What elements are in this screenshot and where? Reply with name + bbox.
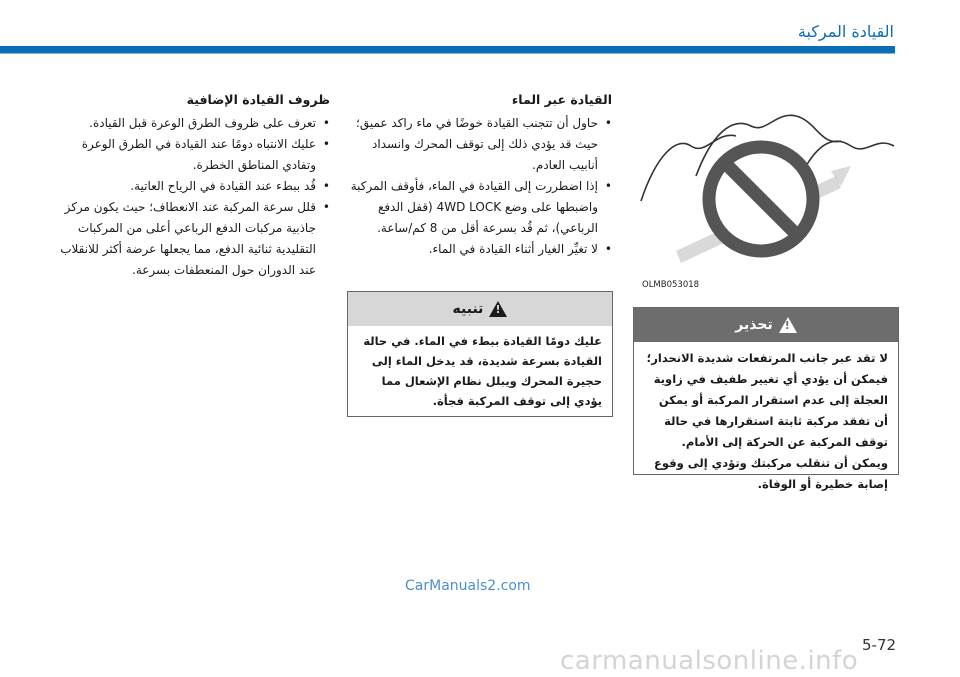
extra-conditions-section (60, 92, 330, 281)
list-item: • قُد ببطء عند القيادة في الرياح العاتية. (60, 176, 330, 197)
header-line (0, 53, 895, 54)
page-number: 5-72 (862, 636, 897, 654)
warning-text: لا تقد عبر جانب المرتفعات شديدة الانحدار؛ فيمكن أن يؤدي أي تغيير طفيف في زاوية العجلة إلى عدم استقرار المركبة أو يمكن أن تفقد مركبة ثابتة استقرارها في حالة توقف المركبة عن الحركة إلى الأمام. ويمكن أن تنقلب مركبتك وتؤدي إلى وقوع إصابة خطيرة أو الوفاة. (646, 351, 888, 491)
figure-label: OLMB053018 (642, 280, 700, 290)
water-section (348, 92, 612, 260)
warning-triangle-icon (779, 317, 797, 333)
list-item: • حاول أن تتجنب القيادة خوضًا في ماء راكد عميق؛ حيث قد يؤدي ذلك إلى توقف المحرك وانسداد أنابيب العادم. (348, 113, 612, 176)
caution-header (348, 292, 612, 326)
caution-title: تنبيه (452, 301, 484, 317)
warning-header (634, 308, 898, 342)
no-slope-driving-icon (636, 96, 898, 294)
list-item: • عليك الانتباه دومًا عند القيادة في الطرق الوعرة وتفادي المناطق الخطرة. (60, 134, 330, 176)
warning-box (633, 307, 899, 491)
watermark-link[interactable]: CarManuals2.com (405, 578, 531, 594)
caution-box (347, 291, 613, 417)
warning-title: تحذير (735, 317, 773, 333)
caution-text: عليك دومًا القيادة ببطء في الماء. في حالة القيادة بسرعة شديدة، قد يدخل الماء إلى حجيرة المحرك ويبلل نظام الإشعال مما يؤدي إلى توقف المركبة فجأة. (363, 334, 602, 408)
footer-watermark: carmanualsonline.info (560, 646, 859, 676)
extra-title: ظروف القيادة الإضافية (186, 92, 330, 107)
list-item: • قلل سرعة المركبة عند الانعطاف؛ حيث يكون مركز جاذبية مركبات الدفع الرباعي أعلى من المركبات التقليدية ثنائية الدفع، مما يجعلها عرضة أكثر للانقلاب عند الدوران حول المنعطفات بسرعة. (60, 197, 330, 281)
list-item: • إذا اضطررت إلى القيادة في الماء، فأوقف المركبة واضبطها على وضع 4WD LOCK (قفل الدفع الرباعي)، ثم قُد بسرعة أقل من 8 كم/ساعة. (348, 176, 612, 239)
water-title: القيادة عبر الماء (511, 92, 612, 107)
caution-triangle-icon (489, 301, 507, 317)
header-bar (0, 46, 895, 53)
slope-figure (636, 96, 898, 294)
list-item: • تعرف على ظروف الطرق الوعرة قبل القيادة. (60, 113, 330, 134)
header-title: القيادة المركبة (797, 22, 894, 41)
list-item: • لا تغيِّر الغيار أثناء القيادة في الماء. (348, 239, 612, 260)
